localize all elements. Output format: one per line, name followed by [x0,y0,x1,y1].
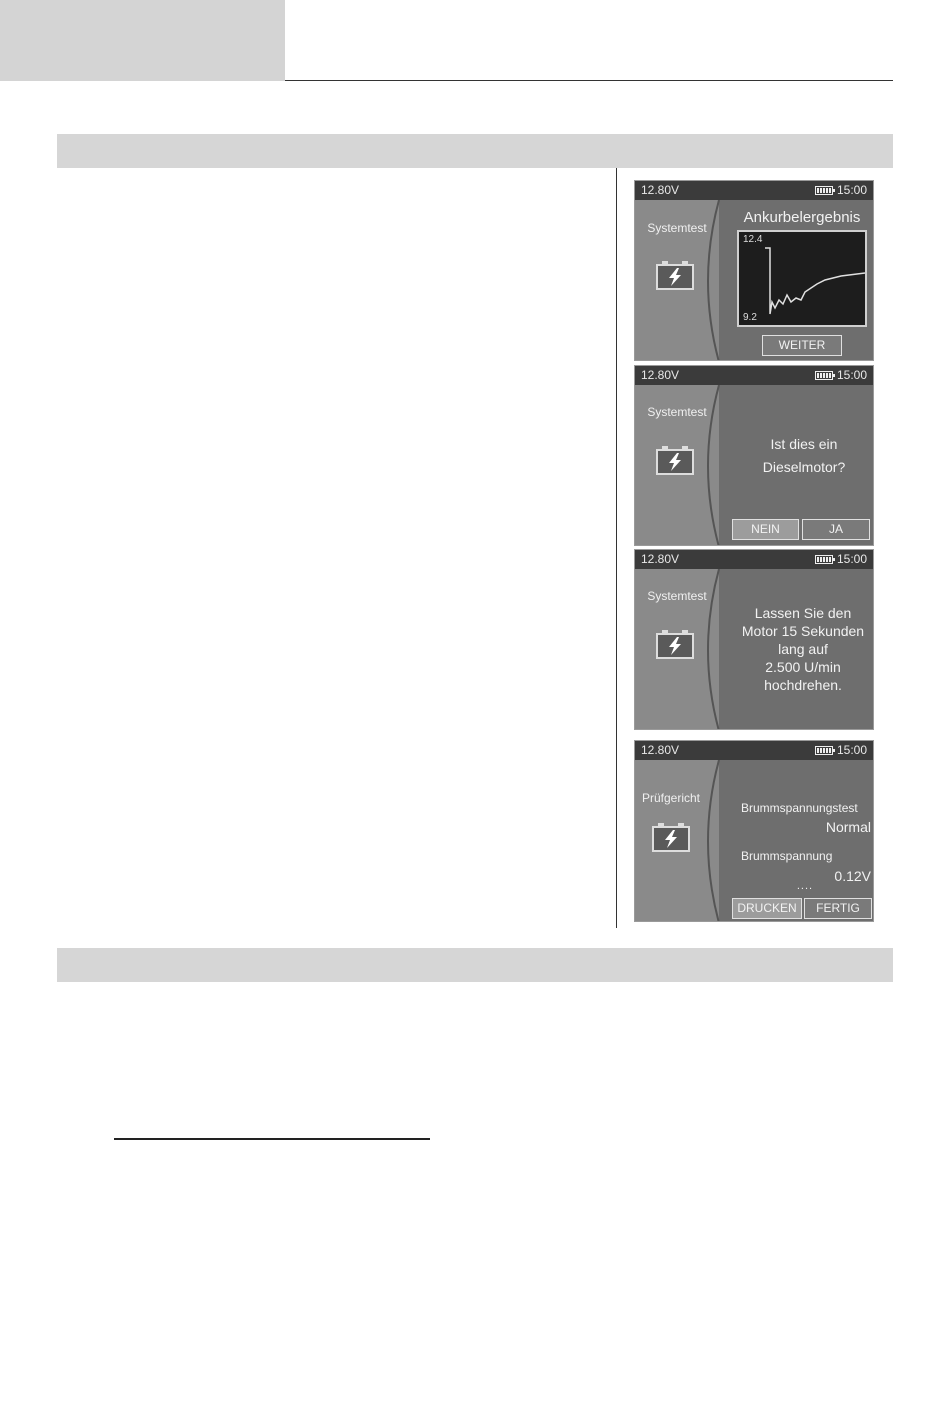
column-divider [616,168,617,928]
battery-icon [655,444,695,476]
instruction-line: 2.500 U/min [765,659,841,675]
footnote-rule [114,1138,430,1140]
status-battery-icon [815,746,833,755]
instruction-line: hochdrehen. [764,677,842,693]
battery-icon [655,259,695,291]
crank-voltage-graph [737,230,867,327]
status-battery-icon [815,555,833,564]
instruction-text [733,604,873,694]
continue-button[interactable]: WEITER [762,335,842,356]
section-bar-1 [57,134,893,168]
instruction-line: Motor 15 Sekunden [741,623,865,639]
screen-diesel-question [634,365,874,546]
status-voltage: 12.80V [641,552,680,566]
status-time: 15:00 [836,368,867,382]
left-title: Systemtest [647,221,707,235]
status-bar [635,741,873,760]
yes-button[interactable]: JA [802,519,870,540]
ripple-test-value: Normal [825,819,871,835]
instruction-line: Lassen Sie den [754,605,852,621]
status-time: 15:00 [836,183,867,197]
print-button[interactable]: DRUCKEN [732,898,802,919]
ripple-voltage-value: 0.12V [834,868,871,884]
section-bar-2 [57,948,893,982]
instruction-line: lang auf [778,641,828,657]
left-title: Prüfgericht [641,791,701,805]
status-voltage: 12.80V [641,368,680,382]
screen-test-result [634,740,874,922]
status-voltage: 12.80V [641,743,680,757]
status-time: 15:00 [836,743,867,757]
no-button[interactable]: NEIN [732,519,799,540]
graph-trace [739,232,865,325]
done-button[interactable]: FERTIG [804,898,872,919]
status-bar [635,181,873,200]
question-line-1: Ist dies ein [770,436,838,452]
left-title: Systemtest [647,405,707,419]
more-indicator: .... [796,880,814,892]
screen-title: Ankurbelergebnis [743,209,861,226]
screen-rev-instruction [634,549,874,730]
status-time: 15:00 [836,552,867,566]
graph-max-label: 12.4 [743,234,763,245]
header-corner-block [0,0,285,81]
status-battery-icon [815,371,833,380]
ripple-voltage-label: Brummspannung [741,849,833,863]
status-bar [635,366,873,385]
ripple-test-label: Brummspannungstest [741,801,858,815]
panel-curve [705,760,735,922]
battery-icon [655,628,695,660]
battery-icon [651,821,691,853]
header-rule [285,80,893,81]
graph-min-label: 9.2 [743,312,757,323]
status-battery-icon [815,186,833,195]
left-title: Systemtest [647,589,707,603]
screen-crank-result [634,180,874,361]
status-bar [635,550,873,569]
question-line-2: Dieselmotor? [762,459,846,475]
status-voltage: 12.80V [641,183,680,197]
